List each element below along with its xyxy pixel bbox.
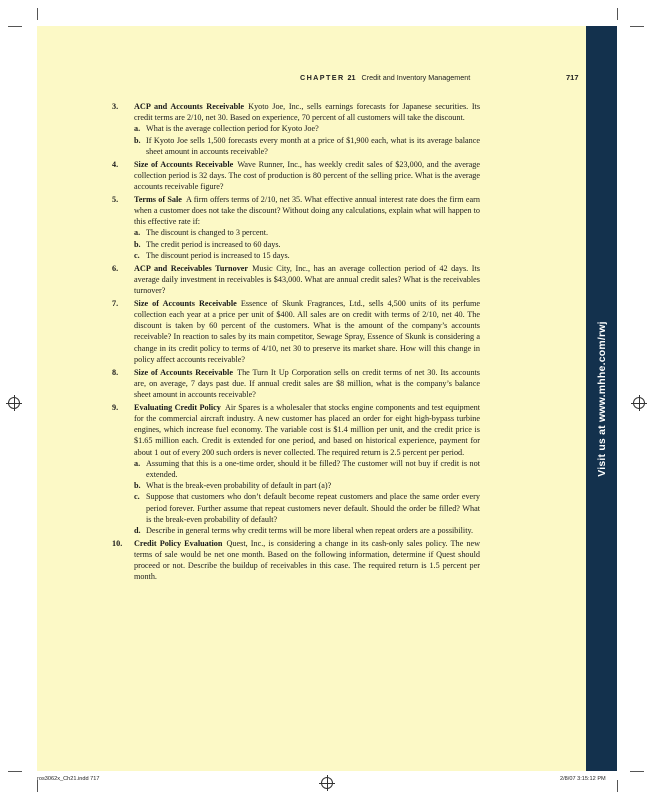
crop-mark [8,771,22,772]
crop-mark [617,8,618,20]
problem-text: Kyoto Joe, Inc., sells earnings forecasts for Japanese securities. Its credit terms are 2/10, net 30. Based on experience, 70 percent of all customers will take the discount. [134,102,481,123]
sub-question-label: b. [134,481,141,491]
sub-question-label: d. [134,526,141,536]
problem-statement [134,101,480,123]
sub-question-text: What is the average collection period for Kyoto Joe? [146,124,319,134]
sub-question-text: What is the break-even probability of default in part (a)? [146,481,332,491]
running-header [300,73,470,82]
problem-item [112,367,480,401]
problem-number: 10. [112,538,123,548]
problem-text: Air Spares is a wholesaler that stocks engine components and test equipment for the commercial aircraft industry. A new customer has placed an order for eight high-bypass turbine engines, which increase fuel economy. The variable cost is $1.4 million per unit, and the credit price is $1.65 million each. Credit is extended for one period, and based on historical experience, payment for about 1 out of every 200 such orders is never collected. The required return is 2.5 percent per period. [134,402,480,457]
chapter-title: Credit and Inventory Management [361,73,471,82]
sub-question-text: Assuming that this is a one-time order, should it be filled? The customer will not buy if credit is not extended. [146,458,480,480]
registration-mark-bottom [321,777,333,789]
problem-title: ACP and Receivables Turnover [134,263,249,273]
footer-timestamp: 2/8/07 3:15:12 PM [560,776,606,782]
sidebar-url-text: Visit us at www.mhhe.com/rwj [595,320,608,477]
sub-question-text: If Kyoto Joe sells 1,500 forecasts every month at a price of $1,900 each, what is its average balance sheet amount in accounts receivable? [146,135,480,156]
sub-question-label: c. [134,492,140,502]
problem-number: 5. [112,194,119,204]
problem-body [134,298,480,365]
problem-text: Quest, Inc., is considering a change in its cash-only sales policy. The new terms of sale would be net one month. Based on the following information, determine if Quest should proceed or not. Describe the buildup of receivables in this case. The required return is 1.5 percent per month. [134,538,480,582]
problem-statement [134,538,480,583]
sub-question-label: b. [134,135,141,145]
problem-item [112,101,480,157]
problem-statement [134,367,480,401]
sub-question-text: The discount period is increased to 15 days. [146,250,290,260]
sub-question [134,227,480,238]
problem-number: 8. [112,367,119,377]
crop-mark [8,26,22,27]
problem-item [112,298,480,365]
problem-number: 3. [112,102,119,111]
sub-question-text: Describe in general terms why credit terms will be more liberal when repeat orders are a possibility. [146,526,474,536]
problem-title: Size of Accounts Receivable [134,298,237,308]
problem-statement [134,263,480,297]
problem-item [112,194,480,261]
registration-mark-left [8,397,20,409]
problem-title: Size of Accounts Receivable [134,367,233,377]
problem-item [112,263,480,297]
sub-question-text: The credit period is increased to 60 days. [146,239,281,249]
crop-mark [630,26,644,27]
problem-number: 7. [112,298,119,308]
problem-text: Music City, Inc., has an average collection period of 42 days. Its average daily investment in receivables is $43,000. What are annual credit sales? What is the receivables turnover? [134,263,480,296]
problem-number: 6. [112,263,119,273]
problem-statement [134,194,480,228]
problem-body [134,159,480,193]
sub-question-label: b. [134,239,141,249]
problem-item [112,159,480,193]
page-number: 717 [566,73,579,82]
problem-body [134,101,480,157]
crop-mark [37,8,38,20]
sidebar-band [586,26,617,771]
problem-body [134,402,480,536]
sub-question-label: a. [134,228,141,238]
sub-question [134,480,480,491]
problem-title: Size of Accounts Receivable [134,159,234,169]
problem-text: A firm offers terms of 2/10, net 35. What effective annual interest rate does the firm earn when a customer does not take the discount? Without doing any calculations, explain what will happen to this effective rate if: [134,194,480,227]
sub-question [134,458,480,480]
sub-question-text: The discount is changed to 3 percent. [146,228,269,238]
sub-question [134,525,480,536]
problem-body [134,263,480,297]
sub-question-label: c. [134,250,140,260]
problem-text: Wave Runner, Inc., has weekly credit sales of $23,000, and the average collection period is 32 days. The cost of production is 80 percent of the selling price. What is the average accounts receivable figure? [134,159,480,192]
footer-file-info: ros3062x_Ch21.indd 717 [37,776,100,782]
problem-item [112,538,480,583]
problem-title: Terms of Sale [134,194,182,204]
problem-title: Evaluating Credit Policy [134,402,221,412]
problem-statement [134,159,480,193]
problem-item [112,402,480,536]
crop-mark [630,771,644,772]
problem-list [112,101,480,584]
registration-mark-right [633,397,645,409]
sub-question [134,135,480,157]
sub-question [134,123,480,134]
problem-body [134,367,480,401]
sub-question-text: Suppose that customers who don’t default become repeat customers and place the same order every period forever. Further assume that repeat customers never default. Should the order be filled? What is the break-even probability of default? [146,492,480,524]
sub-question [134,491,480,525]
chapter-label: CHAPTER [300,73,345,82]
problem-statement [134,402,480,458]
crop-mark [617,780,618,792]
problem-title: ACP and Accounts Receivable [134,102,245,111]
chapter-number: 21 [347,73,356,82]
sub-question-label: a. [134,458,141,468]
problem-title: Credit Policy Evaluation [134,538,223,548]
problem-body [134,538,480,583]
sub-question [134,239,480,250]
problem-text: Essence of Skunk Fragrances, Ltd., sells 4,500 units of its perfume collection each year at a price per unit of $400. All sales are on credit with terms of 2/10, net 40. The discount is taken by 60 percent of the customers. What is the amount of the company’s accounts receivable? In reaction to sales by its main competitor, Sewage Spray, Essence of Skunk is considering a change in its credit policy to terms of 4/10, net 30 to preserve its market share. How will this change in policy affect accounts receivable? [134,298,481,364]
problem-text: The Turn It Up Corporation sells on credit terms of net 30. Its accounts are, on average, 7 days past due. If annual credit sales are $8 million, what is the company’s balance sheet amount in accounts receivable? [134,367,480,400]
problem-body [134,194,480,261]
sub-question [134,250,480,261]
sub-question-label: a. [134,124,141,134]
problem-number: 9. [112,402,119,412]
problem-statement [134,298,480,365]
problem-number: 4. [112,159,119,169]
